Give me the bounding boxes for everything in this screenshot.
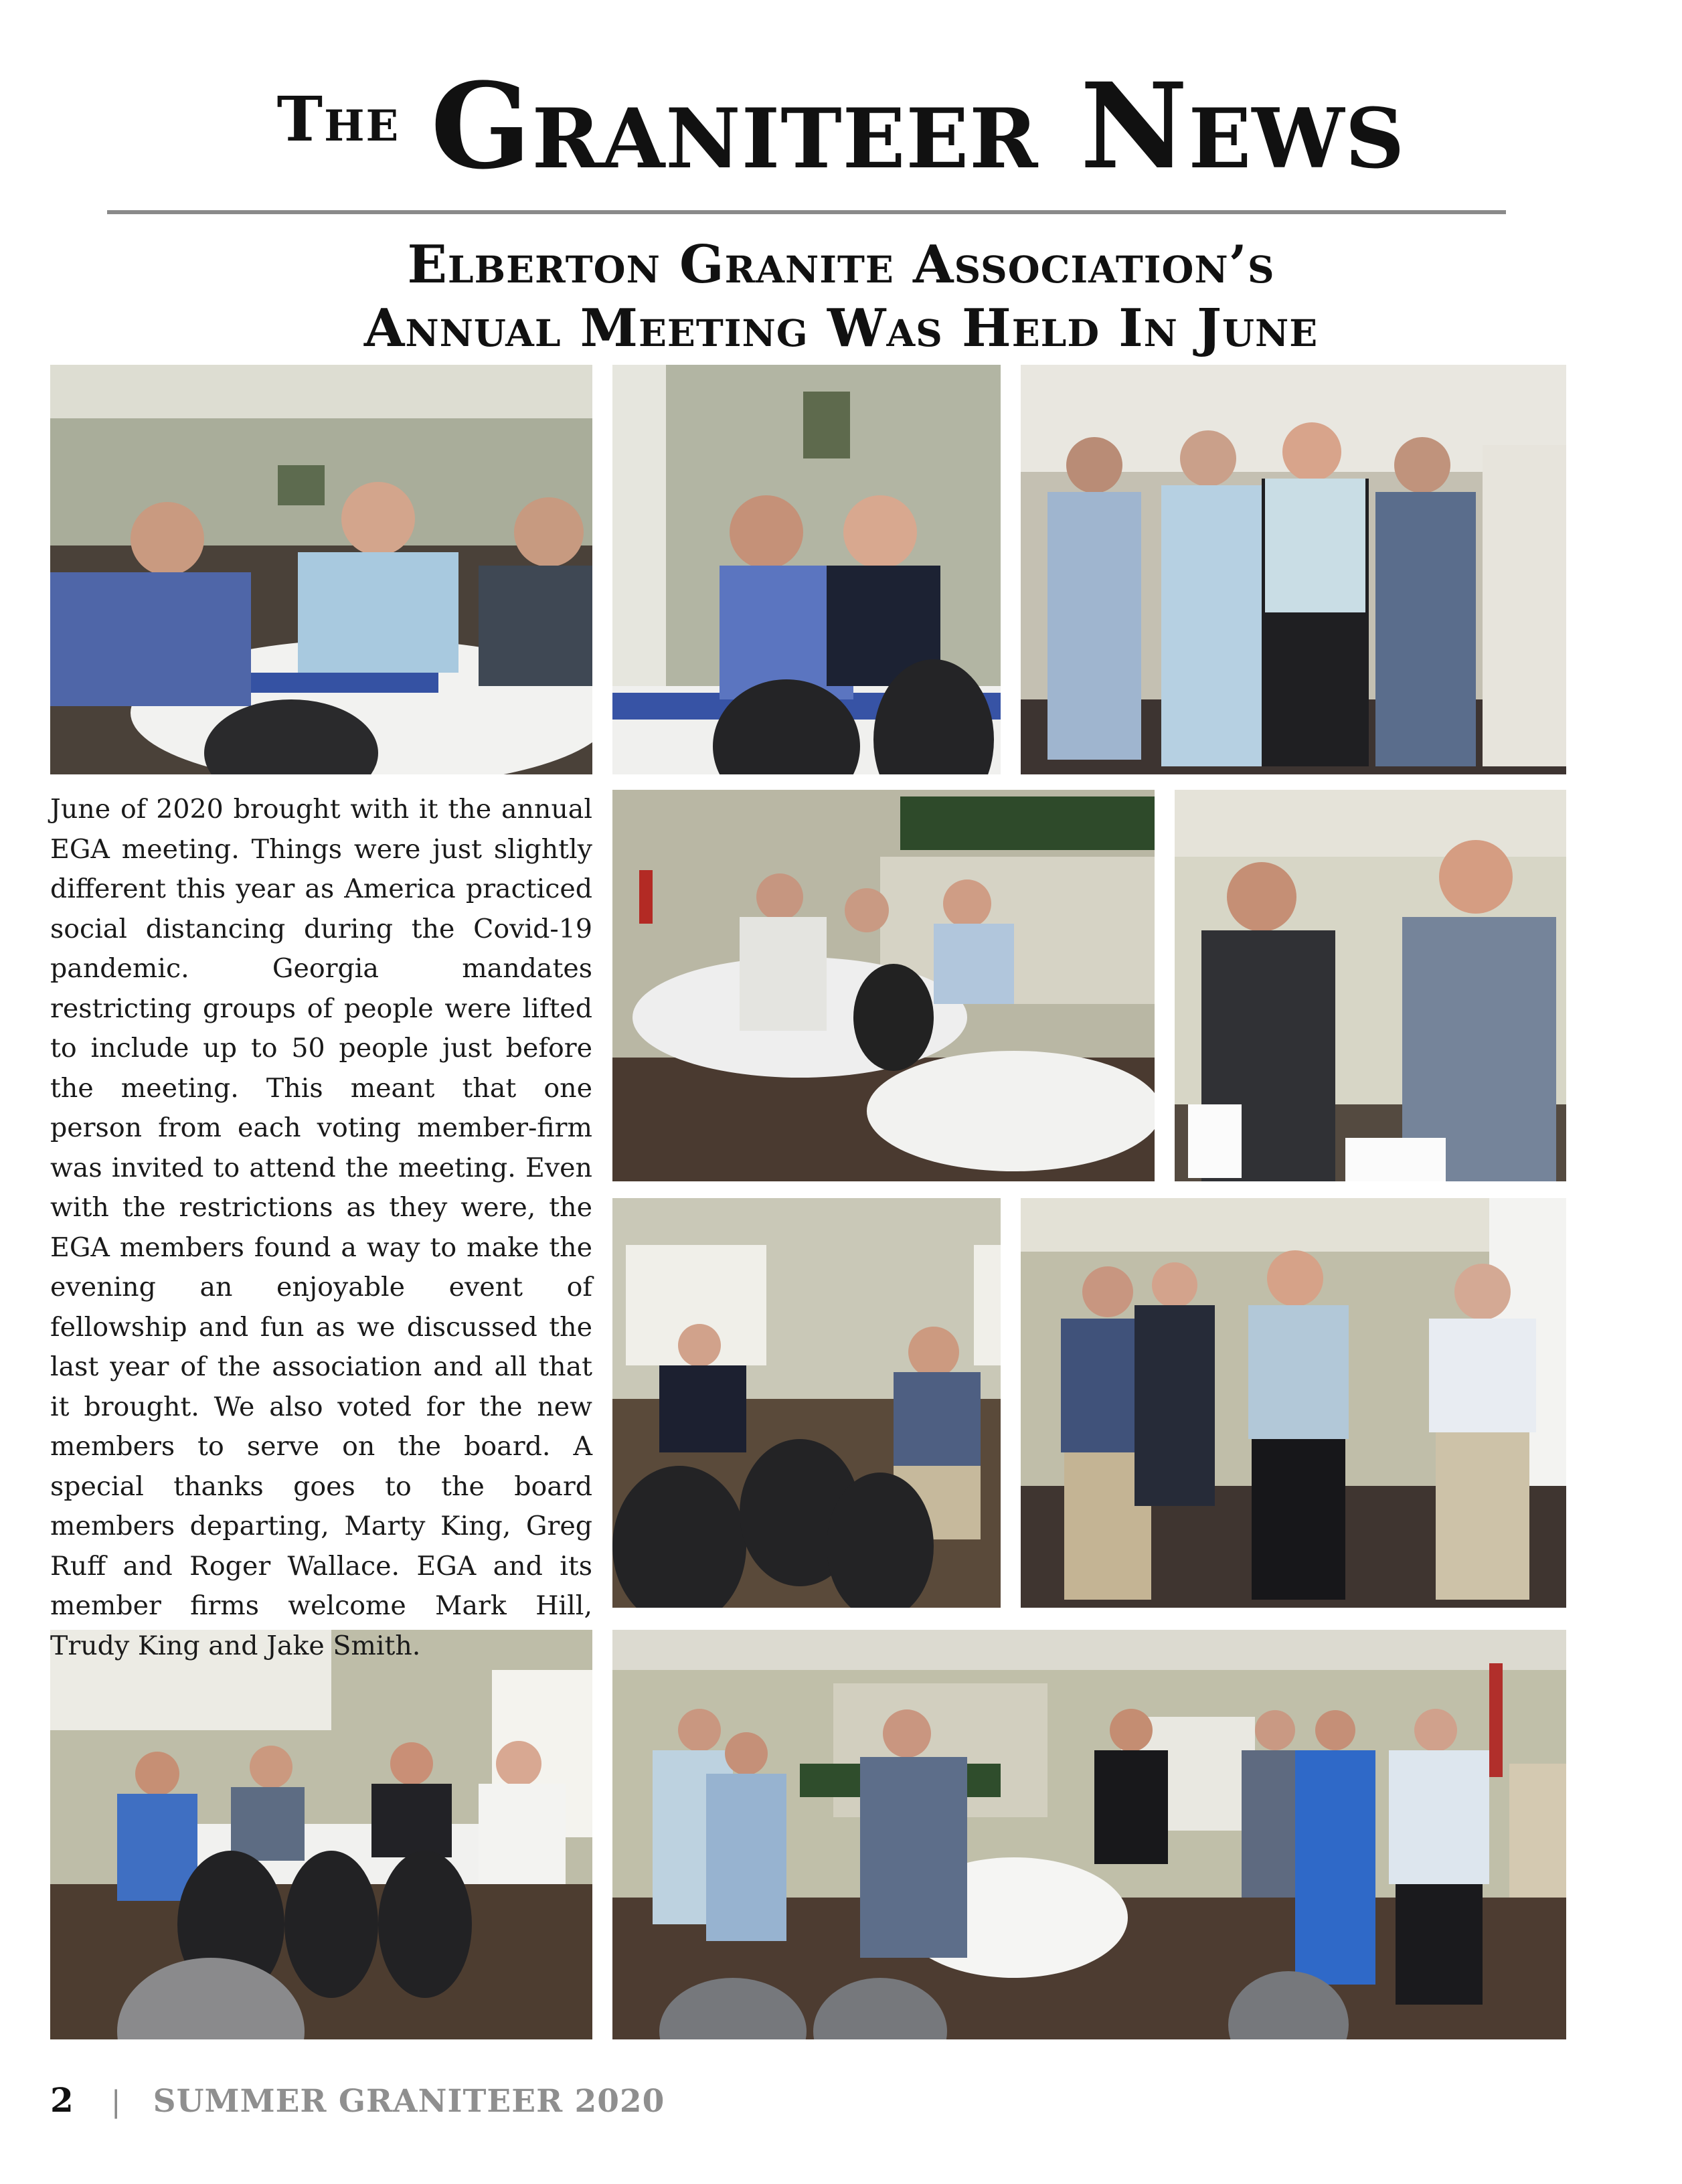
photo-two-men-smiling: [1175, 790, 1566, 1181]
page-number: 2: [50, 2080, 74, 2120]
footer-separator: |: [110, 2085, 121, 2119]
photo-couple-seated: [612, 365, 1001, 774]
headline-line-1: Elberton Granite Association’s: [407, 234, 1275, 295]
photo-banquet-hall-wide: [612, 1630, 1566, 2039]
article-body: June of 2020 brought with it the annual EGA meeting. Things were just slightly different this year as America practiced social distancing during the Covid-19 pandemic. Georgia mandates restricting groups of people were lifted to include up to 50 people just before the meeting. This meant that one person from each voting member-firm was invited to attend the meeting. Even with the restrictions as they were, the EGA members found a way to make the evening an enjoyable event of fellowship and fun as we discussed the last year of the association and all that it brought. We also voted for the new members to serve on the board. A special thanks goes to the board members departing, Marty King, Greg Ruff and Roger Wallace. EGA and its member firms welcome Mark Hill, Trudy King and Jake Smith.: [50, 794, 592, 1661]
masthead-title: Graniteer News: [430, 57, 1406, 195]
photo-five-men-standing: [1021, 365, 1566, 774]
page-footer: [50, 2080, 665, 2120]
photo-men-seated-chairs: [50, 1630, 592, 2039]
photo-four-men-talking: [1021, 1198, 1566, 1608]
photo-three-men-at-table: [50, 365, 592, 774]
photo-fireplace-dining-room: [612, 790, 1155, 1181]
issue-title: SUMMER GRANITEER 2020: [153, 2083, 665, 2120]
masthead: [0, 57, 1682, 195]
headline-line-2: Annual Meeting Was Held In June: [363, 298, 1319, 359]
masthead-rule: [107, 210, 1506, 214]
masthead-the: The: [276, 83, 400, 155]
photo-two-men-seated-tables: [612, 1198, 1001, 1608]
